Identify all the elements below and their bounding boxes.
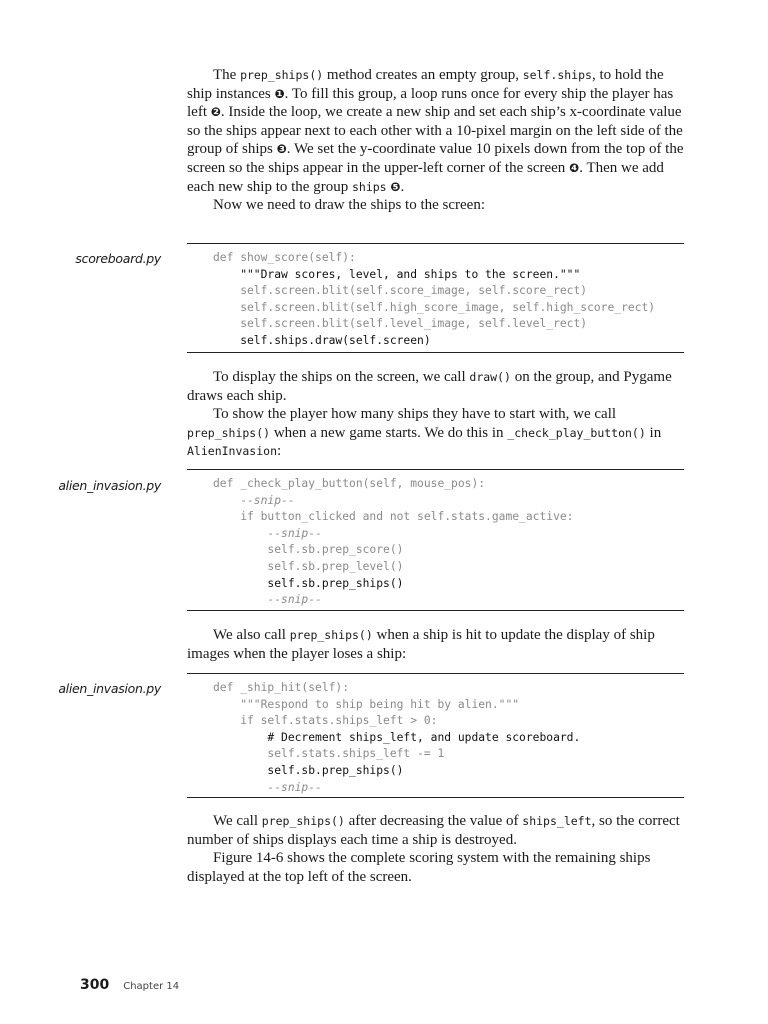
prose-text: , to hold the ship instances	[187, 67, 664, 102]
prose-text: when a ship is hit to update the display of ship images when the player loses a ship:	[187, 627, 655, 662]
code-line: def _ship_hit(self):	[213, 681, 350, 694]
listing-top-rule	[187, 243, 684, 244]
prose-text: We call	[213, 813, 262, 829]
callout-marker: ❶	[274, 86, 285, 101]
listing-filename: scoreboard.py	[75, 251, 161, 266]
code-line: def show_score(self):	[213, 251, 356, 264]
code-listing-check-play-button	[213, 476, 683, 609]
code-line: def _check_play_button(self, mouse_pos):	[213, 477, 486, 490]
callout-marker: ❸	[276, 142, 287, 157]
listing-top-rule	[187, 673, 684, 674]
code-line: self.screen.blit(self.high_score_image, self.high_score_rect)	[213, 300, 656, 314]
prose-text: .	[400, 178, 405, 195]
prose-text: To display the ships on the screen, we call	[213, 369, 470, 385]
paragraph-draw-intro: Now we need to draw the ships to the screen:	[213, 197, 486, 214]
inline-code: draw()	[469, 370, 511, 384]
prose-text: in	[645, 424, 662, 441]
code-line: """Draw scores, level, and ships to the screen."""	[213, 267, 581, 281]
prose-text: on the group, and Pygame draws each ship.	[187, 369, 672, 404]
paragraph-ship-hit	[187, 626, 684, 663]
code-line: --snip--	[213, 526, 322, 540]
prose-text: . Then we add each new ship to the group	[187, 159, 664, 195]
code-line: if button_clicked and not self.stats.game_active:	[213, 510, 574, 524]
text-block-closing	[187, 812, 684, 886]
code-line: self.sb.prep_score()	[213, 543, 404, 557]
prose-text: , so the correct number of ships displays each time a ship is destroyed.	[187, 813, 680, 848]
code-line: # Decrement ships_left, and update scoreboard.	[213, 730, 581, 744]
chapter-label: Chapter 14	[123, 981, 180, 992]
inline-code: prep_ships()	[240, 68, 324, 82]
code-line: --snip--	[213, 780, 322, 794]
listing-top-rule	[187, 469, 684, 470]
code-line: self.ships.draw(self.screen)	[213, 333, 431, 347]
inline-code: prep_ships()	[261, 814, 345, 828]
listing-filename: alien_invasion.py	[58, 681, 161, 696]
listing-bottom-rule	[187, 352, 684, 353]
code-line: self.stats.ships_left -= 1	[213, 747, 445, 761]
prose-text: . Inside the loop, we create a new ship and set each ship’s x-coordinate value so the ships appear next to each other with a 10-pixel margin on the left side of the group of ships	[187, 104, 683, 158]
listing-bottom-rule	[187, 797, 684, 798]
code-line: if self.stats.ships_left > 0:	[213, 714, 438, 728]
callout-marker: ❹	[569, 160, 580, 175]
text-block-ship-hit	[187, 626, 684, 663]
callout-marker: ❺	[390, 179, 401, 194]
paragraph-after-decrease	[187, 812, 684, 849]
code-line: """Respond to ship being hit by alien."""	[213, 697, 520, 711]
code-listing-show-score	[213, 250, 683, 350]
inline-code: self.ships	[522, 68, 592, 82]
listing-filename: alien_invasion.py	[58, 478, 161, 493]
code-line: self.sb.prep_ships()	[213, 763, 404, 777]
prose-text: method creates an empty group,	[323, 67, 523, 83]
code-line: --snip--	[213, 593, 322, 607]
prose-text: We also call	[213, 627, 290, 643]
inline-code: ships	[351, 179, 387, 194]
paragraph-prep-ships	[187, 66, 684, 196]
page-number: 300	[80, 977, 110, 993]
inline-code: ships_left	[522, 814, 592, 828]
inline-code: prep_ships()	[289, 628, 373, 642]
prose-text: :	[277, 443, 282, 460]
text-block-draw	[187, 368, 684, 461]
prose-text: To show the player how many ships they have to start with, we call	[213, 406, 617, 423]
paragraph-draw-group	[187, 368, 684, 405]
inline-code: AlienInvasion	[187, 444, 278, 459]
prose-text: . To fill this group, a loop runs once for every ship the player has left	[187, 85, 674, 121]
code-listing-ship-hit	[213, 680, 683, 796]
prose-text: The	[213, 67, 241, 83]
prose-text: after decreasing the value of	[344, 813, 523, 829]
text-block-intro	[187, 66, 684, 215]
code-line: self.screen.blit(self.level_image, self.level_rect)	[213, 317, 588, 331]
code-line: self.sb.prep_level()	[213, 559, 404, 573]
code-line: self.sb.prep_ships()	[213, 576, 404, 590]
paragraph-figure-reference: Figure 14-6 shows the complete scoring system with the remaining ships displayed at the top left of the screen.	[187, 850, 651, 885]
paragraph-new-game	[187, 405, 684, 461]
code-line: self.screen.blit(self.score_image, self.score_rect)	[213, 284, 588, 298]
inline-code: prep_ships()	[187, 425, 271, 440]
code-line: --snip--	[213, 493, 295, 507]
listing-bottom-rule	[187, 610, 684, 611]
prose-text: . We set the y-coordinate value 10 pixels down from the top of the screen so the ships appear in the upper-left corner of the screen	[187, 141, 684, 176]
prose-text: when a new game starts. We do this in	[270, 424, 508, 441]
page-footer	[80, 974, 179, 993]
inline-code: _check_play_button()	[507, 425, 646, 440]
callout-marker: ❷	[210, 105, 221, 120]
